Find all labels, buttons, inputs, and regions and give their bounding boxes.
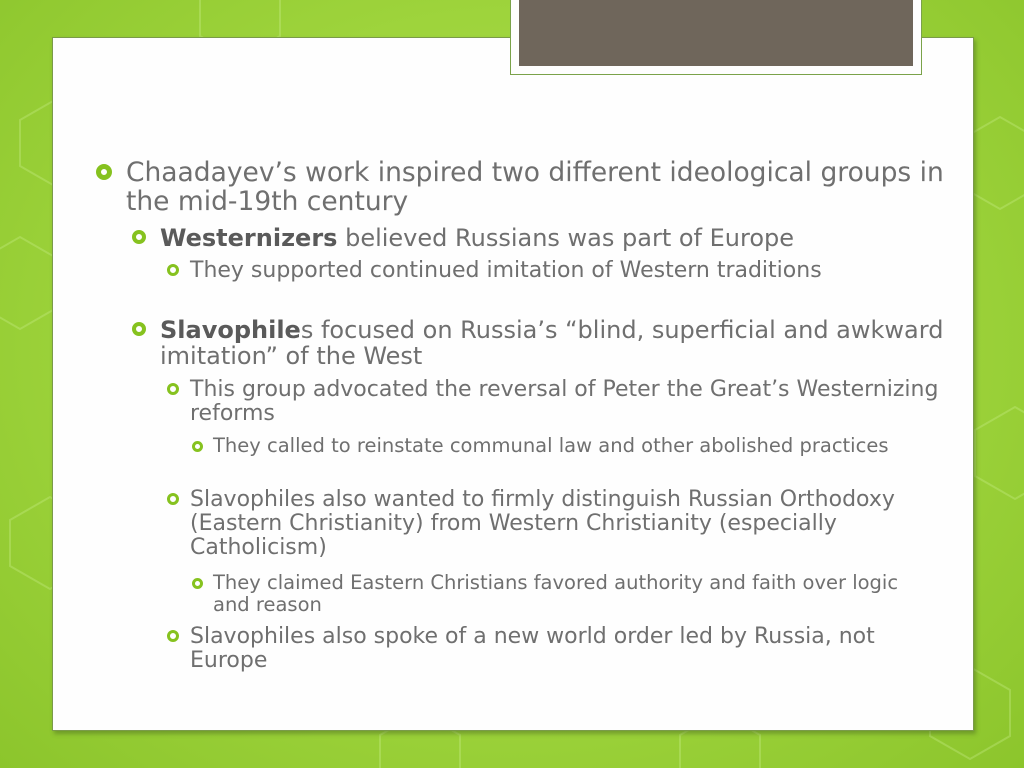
bullet-item: [190, 259, 950, 283]
ring-bullet-icon: [167, 264, 179, 276]
bullet-item: [126, 158, 966, 216]
bullet-item: [190, 378, 950, 426]
bullet-text: They called to reinstate communal law and other abolished practices: [213, 434, 889, 457]
bullet-item: [160, 317, 950, 369]
bullet-item: [160, 225, 950, 251]
bullet-text: Slavophiles also wanted to firmly distinguish Russian Orthodoxy (Eastern Christianity) from Western Christianity (especially Catholicism): [190, 487, 895, 560]
bullet-item: [190, 488, 950, 560]
bullet-text: believed Russians was part of Europe: [337, 224, 795, 252]
bullet-bold-term: Westernizers: [160, 224, 338, 252]
ring-bullet-icon: [132, 322, 146, 336]
bullet-text: Chaadayev’s work inspired two different ideological groups in the mid-19th century: [126, 157, 944, 217]
bullet-bold-term: Slavophile: [160, 316, 301, 344]
bullet-item: [213, 435, 933, 457]
ring-bullet-icon: [192, 441, 203, 452]
bullet-text: They claimed Eastern Christians favored authority and faith over logic and reason: [213, 571, 899, 616]
bullet-text: s focused on Russia’s “blind, superficial and awkward imitation” of the West: [160, 316, 944, 370]
bullet-text: This group advocated the reversal of Peter the Great’s Westernizing reforms: [190, 377, 939, 426]
ring-bullet-icon: [192, 578, 203, 589]
bullet-item: [213, 572, 933, 616]
bullet-item: [190, 625, 950, 673]
ring-bullet-icon: [167, 383, 179, 395]
ring-bullet-icon: [96, 164, 112, 180]
bullet-text: Slavophiles also spoke of a new world order led by Russia, not Europe: [190, 624, 875, 673]
ring-bullet-icon: [132, 230, 146, 244]
bullet-text: They supported continued imitation of Western traditions: [190, 258, 822, 283]
ring-bullet-icon: [167, 493, 179, 505]
ring-bullet-icon: [167, 630, 179, 642]
